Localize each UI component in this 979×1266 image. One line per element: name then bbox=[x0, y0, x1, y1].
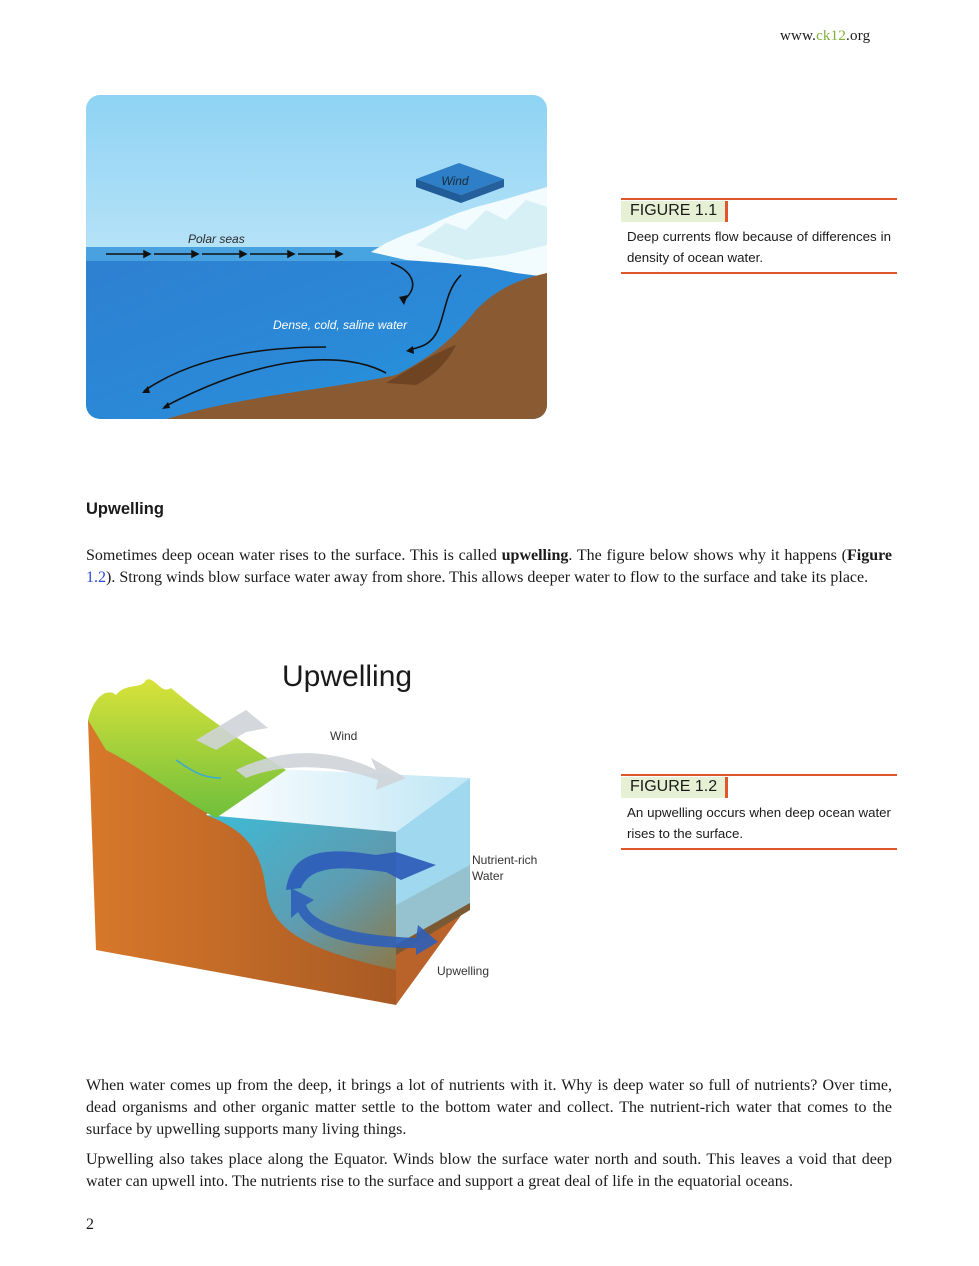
url-prefix: www. bbox=[780, 28, 817, 44]
page-number: 2 bbox=[86, 1216, 94, 1233]
dense-water-label: Dense, cold, saline water bbox=[273, 318, 408, 332]
paragraph-upwelling-intro bbox=[86, 545, 892, 589]
p1-bold-term: upwelling bbox=[501, 547, 569, 564]
figure-1-2-link[interactable]: 1.2 bbox=[86, 569, 106, 586]
wind-label-fig2: Wind bbox=[330, 729, 358, 743]
nutrient-label-line2: Water bbox=[472, 869, 504, 883]
upwelling-figure-title: Upwelling bbox=[282, 660, 413, 693]
figure-1-1-caption bbox=[621, 198, 897, 274]
figure-1-2-caption-text: An upwelling occurs when deep ocean water rises to the surface. bbox=[627, 805, 891, 841]
section-heading: Upwelling bbox=[86, 500, 164, 518]
upwelling-label-fig2: Upwelling bbox=[437, 964, 490, 978]
paragraph-equator: Upwelling also takes place along the Equator. Winds blow the surface water north and south. This leaves a void that deep water can upwell into. The nutrients rise to the surface and support a great deal of life in the equatorial oceans. bbox=[86, 1151, 892, 1190]
p1-text-a: Sometimes deep ocean water rises to the surface. This is called bbox=[86, 547, 502, 564]
figure-1-2-caption bbox=[621, 774, 897, 850]
wind-label: Wind bbox=[441, 174, 469, 188]
nutrient-label-line1: Nutrient-rich bbox=[472, 853, 538, 867]
p1-figure-word: Figure bbox=[846, 547, 892, 564]
url-suffix: .org bbox=[846, 28, 871, 44]
header-url[interactable] bbox=[780, 28, 870, 45]
figure-1-2-illustration bbox=[86, 650, 556, 1010]
p1-text-c: ). Strong winds blow surface water away from shore. This allows deeper water to flow to the surface and take its place. bbox=[106, 569, 869, 586]
polar-seas-label: Polar seas bbox=[188, 232, 245, 246]
p1-text-b: . The figure below shows why it happens ( bbox=[568, 547, 847, 564]
figure-1-2-tag: FIGURE 1.2 bbox=[621, 777, 728, 798]
paragraph-nutrients: When water comes up from the deep, it brings a lot of nutrients with it. Why is deep water so full of nutrients? Over time, dead organisms and other organic matter settle to the bottom water and collect. The nutrient-rich water that comes to the surface by upwelling supports many living things. bbox=[86, 1077, 892, 1138]
url-brand: ck12 bbox=[816, 28, 847, 44]
figure-1-1-caption-text: Deep currents flow because of differences in density of ocean water. bbox=[627, 229, 891, 265]
figure-1-1-illustration bbox=[86, 95, 547, 419]
figure-1-1-tag: FIGURE 1.1 bbox=[621, 201, 728, 222]
